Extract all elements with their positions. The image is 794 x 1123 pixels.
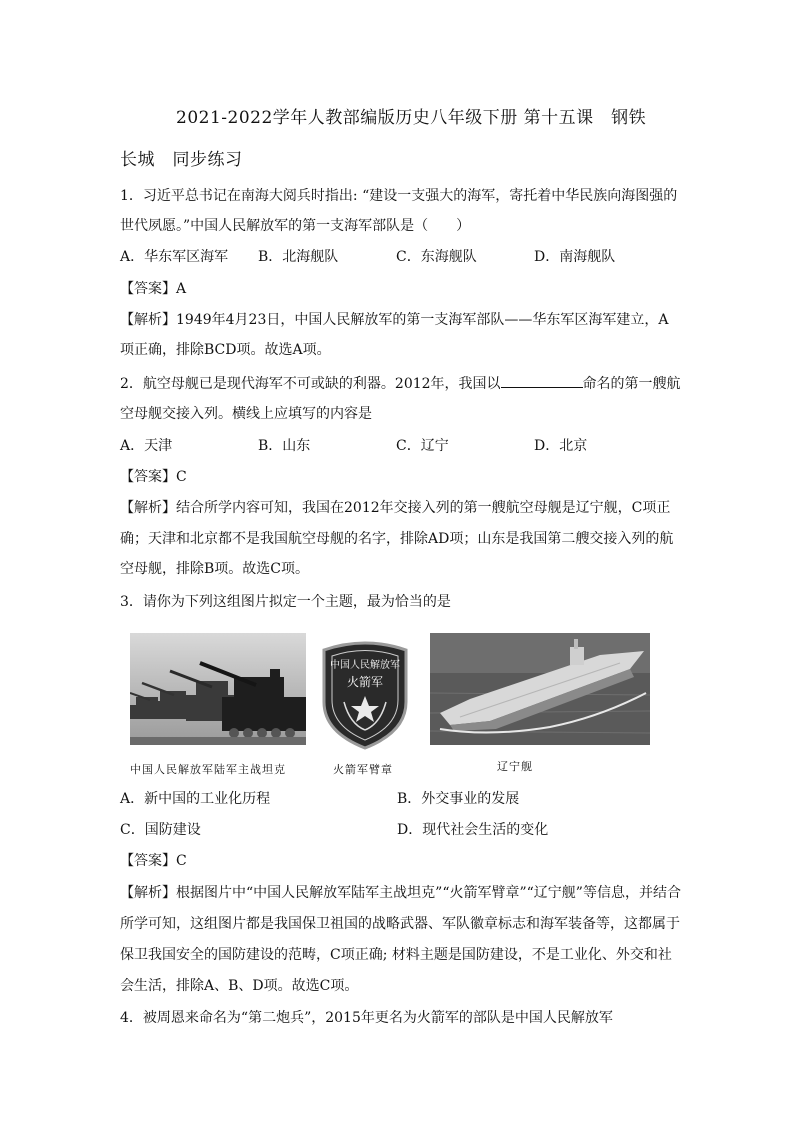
badge-text-mid: 火箭军	[346, 675, 384, 689]
q1-analysis-line1: 【解析】1949年4月23日，中国人民解放军的第一支海军部队——华东军区海军建立，A	[120, 312, 669, 328]
page-title-line1: 2021-2022学年人教部编版历史八年级下册 第十五课 钢铁	[176, 108, 647, 128]
q1-answer: 【答案】A	[120, 281, 187, 297]
aircraft-carrier-photo	[430, 633, 650, 745]
q3-analysis-line3: 保卫我国安全的国防建设的范畴，C项正确; 材料主题是国防建设，不是工业化、外交和社	[120, 947, 672, 963]
q3-option-b: B．外交事业的发展	[397, 791, 520, 807]
page-title-line2: 长城 同步练习	[120, 150, 243, 170]
q3-stem: 3．请你为下列这组图片拟定一个主题，最为恰当的是	[120, 594, 451, 610]
q2-stem-line2: 空母舰交接入列。横线上应填写的内容是	[120, 406, 372, 422]
q2-option-d: D．北京	[534, 438, 588, 454]
caption-tank: 中国人民解放军陆军主战坦克	[130, 763, 286, 776]
q3-option-c: C．国防建设	[120, 822, 201, 838]
badge-text-top: 中国人民解放军	[330, 660, 400, 671]
q3-analysis-line1: 【解析】根据图片中“中国人民解放军陆军主战坦克”“火箭军臂章”“辽宁舰”等信息，并结合	[120, 885, 681, 901]
q3-answer: 【答案】C	[120, 853, 187, 869]
q3-analysis-line2: 所学可知，这组图片都是我国保卫祖国的战略武器、军队徽章标志和海军装备等，这都属于	[120, 916, 680, 932]
q2-stem-part2: 命名的第一艘航	[582, 376, 681, 392]
q1-option-c: C．东海舰队	[396, 249, 477, 265]
q1-option-b: B．北海舰队	[258, 249, 339, 265]
q2-analysis-line3: 空母舰，排除B项。故选C项。	[120, 561, 309, 577]
q4-stem: 4．被周恩来命名为“第二炮兵”，2015年更名为火箭军的部队是中国人民解放军	[120, 1010, 613, 1026]
q2-option-b: B．山东	[258, 438, 311, 454]
q2-analysis-line2: 确；天津和北京都不是我国航空母舰的名字，排除AD项；山东是我国第二艘交接入列的航	[120, 531, 674, 547]
fill-in-blank	[501, 373, 583, 388]
q1-option-a: A．华东军区海军	[120, 249, 229, 265]
q1-option-d: D．南海舰队	[534, 249, 616, 265]
q1-stem-line2: 世代夙愿。”中国人民解放军的第一支海军部队是（ ）	[120, 218, 471, 234]
caption-badge: 火箭军臂章	[333, 763, 393, 776]
q2-answer: 【答案】C	[120, 469, 187, 485]
q2-option-c: C．辽宁	[396, 438, 449, 454]
q2-stem-part1: 2．航空母舰已是现代海军不可或缺的利器。2012年，我国以	[120, 376, 501, 392]
q3-option-a: A．新中国的工业化历程	[120, 791, 271, 807]
q1-analysis-line2: 项正确，排除BCD项。故选A项。	[120, 342, 331, 358]
q2-stem-line1	[120, 373, 681, 394]
tank-photo	[130, 633, 306, 745]
q2-analysis-line1: 【解析】结合所学内容可知，我国在2012年交接入列的第一艘航空母舰是辽宁舰，C项正	[120, 500, 671, 516]
q3-analysis-line4: 会生活，排除A、B、D项。故选C项。	[120, 978, 359, 994]
caption-carrier: 辽宁舰	[497, 760, 533, 773]
q1-stem-line1: 1．习近平总书记在南海大阅兵时指出: “建设一支强大的海军，寄托着中华民族向海图强的	[120, 188, 678, 204]
rocket-force-armband-badge	[320, 640, 410, 750]
q3-option-d: D．现代社会生活的变化	[397, 822, 549, 838]
q2-option-a: A．天津	[120, 438, 173, 454]
